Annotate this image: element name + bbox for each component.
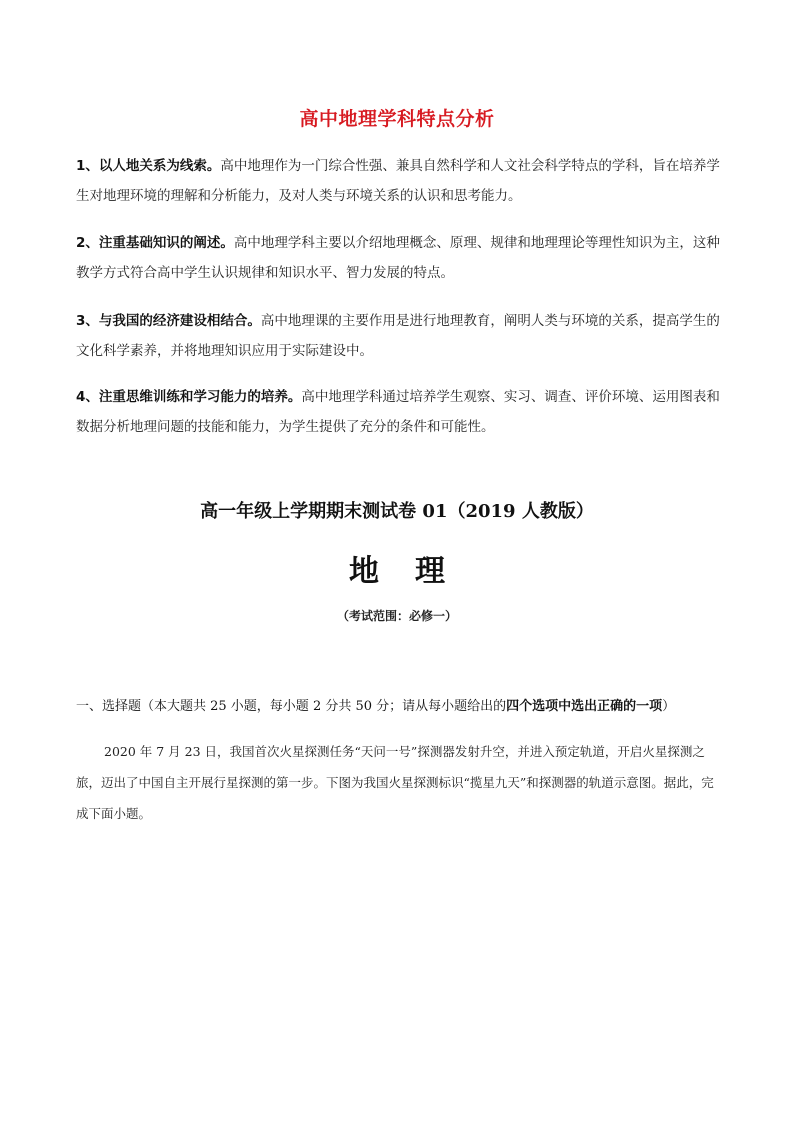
exam-title: 高一年级上学期期末测试卷 01（2019 人教版） <box>200 501 594 522</box>
exam-subject: 地理 <box>349 554 481 589</box>
intro-point-1 <box>76 151 724 211</box>
point-lead: 4、注重思维训练和学习能力的培养。 <box>76 389 302 405</box>
exam-scope: （考试范围：必修一） <box>336 609 457 623</box>
section-heading <box>76 695 736 714</box>
section-heading-emphasis: 四个选项中选出正确的一项 <box>506 699 663 714</box>
question-passage: 2020 年 7 月 23 日，我国首次火星探测任务“天问一号”探测器发射升空，并进入预定轨道，开启火星探测之旅，迈出了中国自主开展行星探测的第一步。下图为我国火星探测标识“揽星九天”和探测器的轨道示意图。据此，完成下面小题。 <box>76 744 714 821</box>
section-heading-close: ） <box>662 699 676 714</box>
section-heading-text: 一、选择题（本大题共 25 小题，每小题 2 分共 50 分；请从每小题给出的 <box>76 699 507 714</box>
point-text: 高中地理学科通过培养学生观察、实习、调查、评价环境、运用图表和数据分析地理问题的技能和能力，为学生提供了充分的条件和可能性。 <box>76 389 720 435</box>
intro-title: 高中地理学科特点分析 <box>299 108 495 130</box>
point-lead: 2、注重基础知识的阐述。 <box>76 235 234 251</box>
intro-point-2 <box>76 228 724 288</box>
point-text: 高中地理课的主要作用是进行地理教育，阐明人类与环境的关系，提高学生的文化科学素养，并将地理知识应用于实际建设中。 <box>76 313 720 359</box>
point-lead: 1、以人地关系为线索。 <box>76 158 221 174</box>
intro-point-3 <box>76 306 724 366</box>
point-text: 高中地理作为一门综合性强、兼具自然科学和人文社会科学特点的学科，旨在培养学生对地理环境的理解和分析能力，及对人类与环境关系的认识和思考能力。 <box>76 158 720 204</box>
intro-point-4 <box>76 382 724 442</box>
point-text: 高中地理学科主要以介绍地理概念、原理、规律和地理理论等理性知识为主，这种教学方式符合高中学生认识规律和知识水平、智力发展的特点。 <box>76 235 720 281</box>
point-lead: 3、与我国的经济建设相结合。 <box>76 313 261 329</box>
